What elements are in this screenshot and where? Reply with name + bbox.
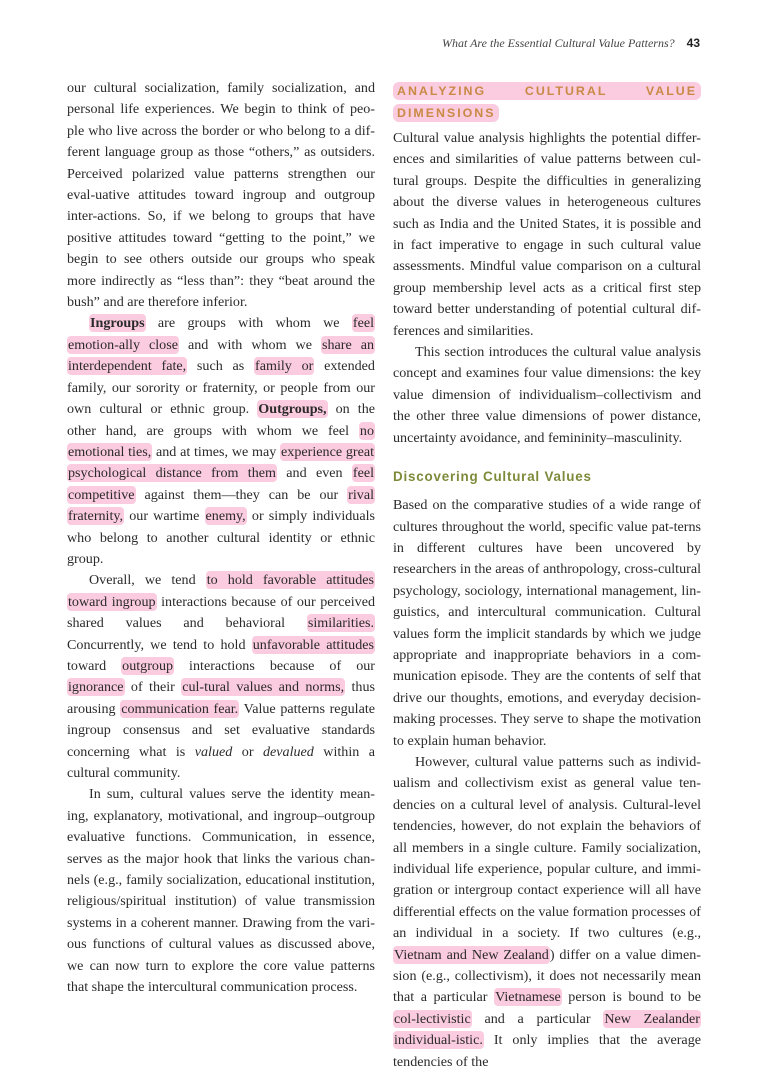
highlight: outgroup — [122, 657, 174, 674]
highlight: Vietnam and New Zealand — [394, 946, 549, 963]
text-run: ) differ on a value dimen-sion (e.g., collectivism), it does not necessarily mean that a particular — [393, 946, 701, 1006]
text-run: of their — [124, 679, 182, 696]
sub-heading: Discovering Cultural Values — [393, 469, 592, 485]
emphasis-devalued: devalued — [262, 743, 314, 760]
right-paragraph-2 — [393, 342, 701, 449]
emphasis-valued: valued — [194, 743, 233, 760]
highlight: experience great psychological distance from them — [68, 443, 374, 482]
right-paragraph-1 — [393, 128, 701, 342]
text-run: Cultural value analysis highlights the potential differ-ences and similarities of value patterns between cul-tural groups. Despite the difficulties in generalizing about the diverse values in heterogeneous cultures such as India and the United States, it is possible and in fact imperative to engage in such cultural value assessments. Mindful value comparison on a cultural group membership level acts as a critical first step toward better understanding of potential cultural dif-ferences and similarities. — [393, 130, 701, 339]
text-run: or — [232, 743, 263, 760]
right-paragraph-4 — [393, 752, 701, 1073]
text-run: and at times, we may — [152, 443, 281, 460]
left-paragraph-3 — [67, 570, 375, 784]
text-run: toward — [67, 657, 122, 674]
highlight: similarities. — [307, 615, 374, 632]
section-heading — [393, 80, 701, 124]
highlight: New Zealander individual-istic. — [394, 1010, 701, 1049]
highlight: Vietnamese — [495, 989, 561, 1006]
text-run: It only implies that the average tendencies of the — [393, 1032, 701, 1070]
text-run: or simply individuals who belong to another cultural identity or ethnic group. — [67, 508, 375, 567]
left-paragraph-4 — [67, 784, 375, 998]
text-run: interactions because of our — [174, 657, 375, 674]
left-paragraph-1 — [67, 78, 375, 313]
text-run: within a cultural community. — [67, 743, 376, 781]
running-title: What Are the Essential Cultural Value Patterns? — [441, 36, 675, 50]
running-header — [442, 36, 700, 51]
text-run: our cultural socialization, family socialization, and personal life experiences. We begin to think of peo-ple who live across the border or who belong to a dif-ferent language group as those “others,” as outsiders. Perceived polarized value patterns strengthen our eval-uative attitudes toward ingroup and outgroup inter-actions. So, if we belong to groups that have positive attitudes toward “getting to the point,” we begin to see others outside our groups who speak more indirectly as “less than”: they “beat around the bush” and are therefore inferior. — [67, 80, 375, 311]
highlight: to hold favorable attitudes toward ingroup — [68, 572, 374, 610]
highlight: enemy, — [205, 508, 246, 525]
highlight: rival fraternity, — [68, 486, 374, 525]
text-run: thus arousing — [67, 679, 375, 717]
highlight: feel competitive — [68, 465, 375, 503]
text-run: against them—they can be our — [135, 486, 348, 503]
text-run: are groups with whom we — [145, 315, 352, 332]
highlight: family or — [255, 358, 314, 375]
term-ingroups: Ingroups — [90, 315, 145, 332]
highlight: communication fear. — [121, 700, 239, 717]
text-run: extended family, our sorority or fraternity, or people from our own cultural or ethnic group. — [67, 358, 375, 418]
text-run: This section introduces the cultural value analysis concept and examines four value dimensions: the key value dimension of individualism–collectivism and the other three value dimensions of power distance, uncertainty avoidance, and femininity–masculinity. — [393, 344, 701, 446]
text-run: on the other hand, are groups with whom we feel — [67, 401, 376, 439]
right-column — [393, 80, 701, 1073]
text-run: person is bound to be — [561, 989, 701, 1006]
highlight: no emotional ties, — [68, 422, 374, 460]
highlight: col-lectivistic — [394, 1010, 471, 1027]
text-run: Overall, we tend — [89, 572, 206, 589]
text-run: Based on the comparative studies of a wide range of cultures throughout the world, specific value pat-terns in different cultures have been uncovered by researchers in the areas of anthropology, cross-cultural psychology, sociology, international management, lin-guistics, and intercultural communication. Cultural values form the implicit standards by which we judge appropriate and inappropriate behaviors in a com-munication episode. They are the contents of self that drive our thoughts, emotions, and everyday decision-making processes. They serve to shape the motivation to explain human behavior. — [393, 497, 701, 749]
text-run: In sum, cultural values serve the identity mean-ing, explanatory, motivational, and ingroup–outgroup evaluative functions. Communication, in essence, serves as the major hook that links the various chan-nels (e.g., family socialization, educational institution, religious/spiritual institution) of value transmission systems in a coherent manner. Drawing from the vari-ous functions of cultural values as discussed above, we can now turn to explore the core value patterns that shape the intercultural communication process. — [67, 786, 375, 996]
highlight: share an interdependent fate, — [68, 336, 375, 375]
text-run: and a particular — [471, 1010, 604, 1027]
text-run: such as — [187, 358, 255, 375]
text-run: However, cultural value patterns such as individ-ualism and collectivism exist as general value ten-dencies on a cultural level of analysis. Cultural-level tendencies, however, do not explain the behaviors of all members in a single culture. Family socialization, individual life experience, popular culture, and immi-gration or intergroup contact experience will all have differential effects on the value formation processes of an individual in a society. If two cultures (e.g., — [393, 753, 701, 942]
highlight: cul-tural values and norms, — [182, 679, 345, 696]
text-run: our wartime — [124, 508, 205, 525]
section-heading-text: ANALYZING CULTURAL VALUE DIMENSIONS — [393, 82, 701, 122]
right-paragraph-3 — [393, 495, 701, 752]
text-run: Value patterns regulate ingroup consensus and set evaluative standards concerning what is — [67, 700, 376, 760]
text-run: and with whom we — [178, 336, 321, 353]
left-paragraph-2 — [67, 313, 375, 570]
highlight: ignorance — [68, 679, 124, 696]
highlight: unfavorable attitudes — [252, 636, 374, 653]
text-run: and even — [276, 465, 352, 482]
left-column — [67, 78, 375, 998]
term-outgroups: Outgroups, — [258, 401, 327, 418]
text-run: Concurrently, we tend to hold — [67, 636, 252, 653]
page-number: 43 — [686, 36, 700, 50]
text-run: interactions because of our perceived shared values and behavioral — [67, 593, 375, 632]
highlight: feel emotion-ally close — [68, 315, 374, 353]
